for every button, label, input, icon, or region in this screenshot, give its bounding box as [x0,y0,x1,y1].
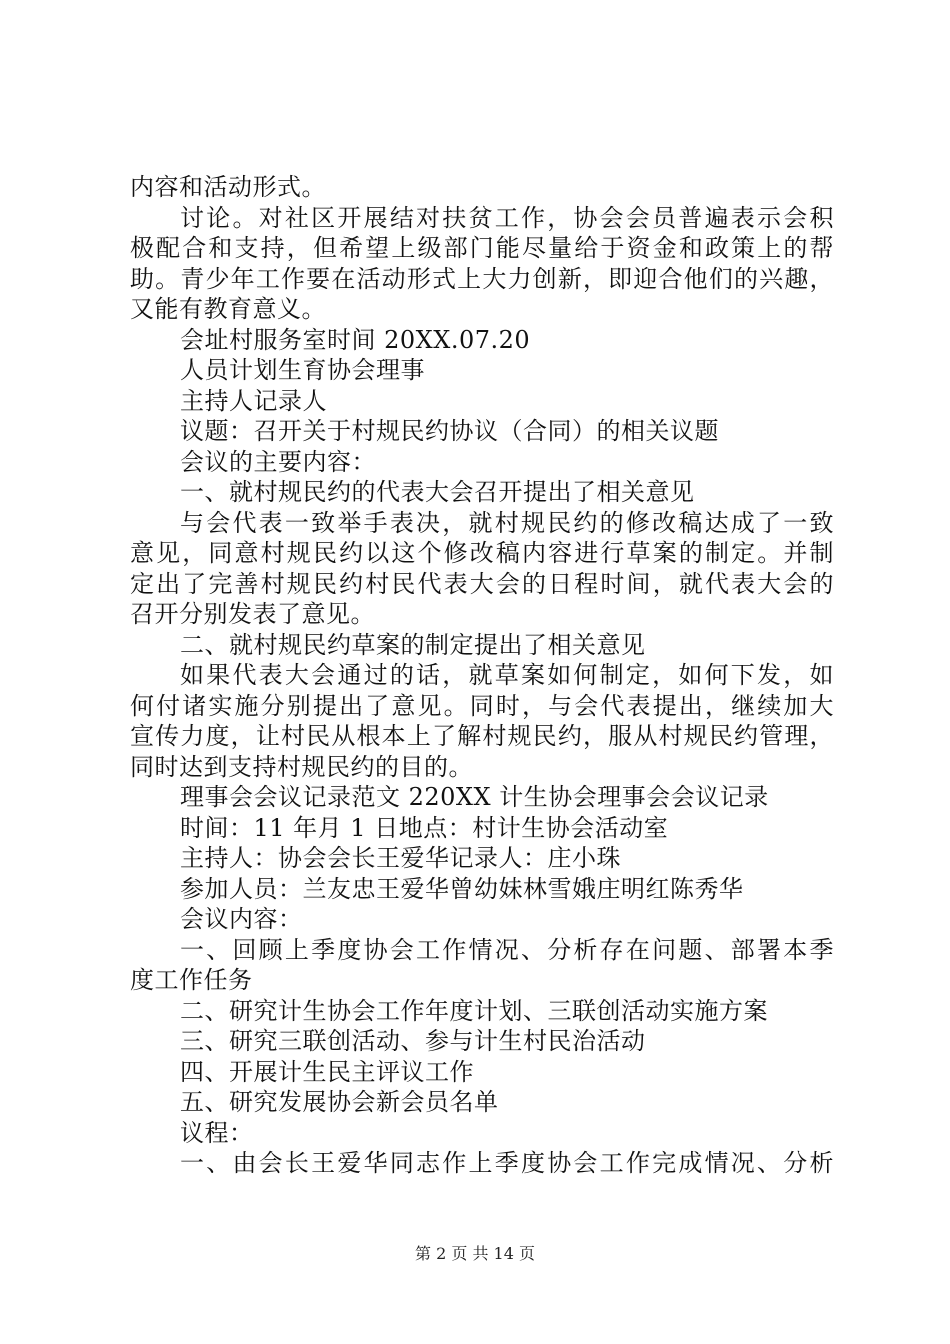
text-line: 一、回顾上季度协会工作情况、分析存在问题、部署本季 [180,935,834,964]
page-footer: 第 2 页 共 14 页 [415,1244,535,1263]
text-line: 三、研究三联创活动、参与计生村民治活动 [180,1027,646,1055]
text-line: 宣传力度，让村民从根本上了解村规民约，服从村规民约管理， [130,722,834,750]
text-line: 如果代表大会通过的话，就草案如何制定，如何下发，如 [180,661,834,689]
text-line: 召开分别发表了意见。 [130,600,375,628]
text-line: 会议内容： [180,905,303,933]
text-line: 时间：11 年月 1 日地点：村计生协会活动室 [180,813,669,842]
text-line: 会址村服务室时间 20XX.07.20 [180,325,531,354]
text-line: 一、由会长王爱华同志作上季度协会工作完成情况、分析 [180,1149,834,1177]
text-line: 极配合和支持，但希望上级部门能尽量给于资金和政策上的帮 [130,234,834,262]
text-line: 同时达到支持村规民约的目的。 [130,752,473,781]
text-line: 五、研究发展协会新会员名单 [180,1088,499,1116]
text-line: 参加人员：兰友忠王爱华曾幼妹林雪娥庄明红陈秀华 [180,874,744,903]
text-line: 度工作任务 [130,966,253,994]
text-line: 议题：召开关于村规民约协议（合同）的相关议题 [180,417,719,445]
text-line: 主持人记录人 [180,386,327,415]
text-line: 四、开展计生民主评议工作 [180,1057,474,1086]
text-line: 一、就村规民约的代表大会召开提出了相关意见 [180,478,695,506]
text-line: 何付诸实施分别提出了意见。同时，与会代表提出，继续加大 [130,691,834,720]
text-line: 人员计划生育协会理事 [180,356,425,384]
text-line: 会议的主要内容： [180,447,376,476]
document-body [130,172,834,1179]
text-line: 讨论。对社区开展结对扶贫工作，协会会员普遍表示会积 [180,203,834,232]
text-line: 主持人：协会会长王爱华记录人：庄小珠 [180,844,621,872]
text-line: 与会代表一致举手表决，就村规民约的修改稿达成了一致 [180,508,834,537]
text-line: 助。青少年工作要在活动形式上大力创新，即迎合他们的兴趣， [130,264,834,293]
text-line: 内容和活动形式。 [130,173,326,201]
text-line: 意见，同意村规民约以这个修改稿内容进行草案的制定。并制 [130,539,834,567]
text-line: 定出了完善村规民约村民代表大会的日程时间，就代表大会的 [130,569,834,598]
text-line: 理事会会议记录范文 220XX 计生协会理事会会议记录 [180,783,769,811]
text-line: 二、就村规民约草案的制定提出了相关意见 [180,630,646,659]
text-line: 议程： [180,1118,254,1147]
text-line: 又能有教育意义。 [130,295,326,323]
text-line: 二、研究计生协会工作年度计划、三联创活动实施方案 [180,996,768,1025]
